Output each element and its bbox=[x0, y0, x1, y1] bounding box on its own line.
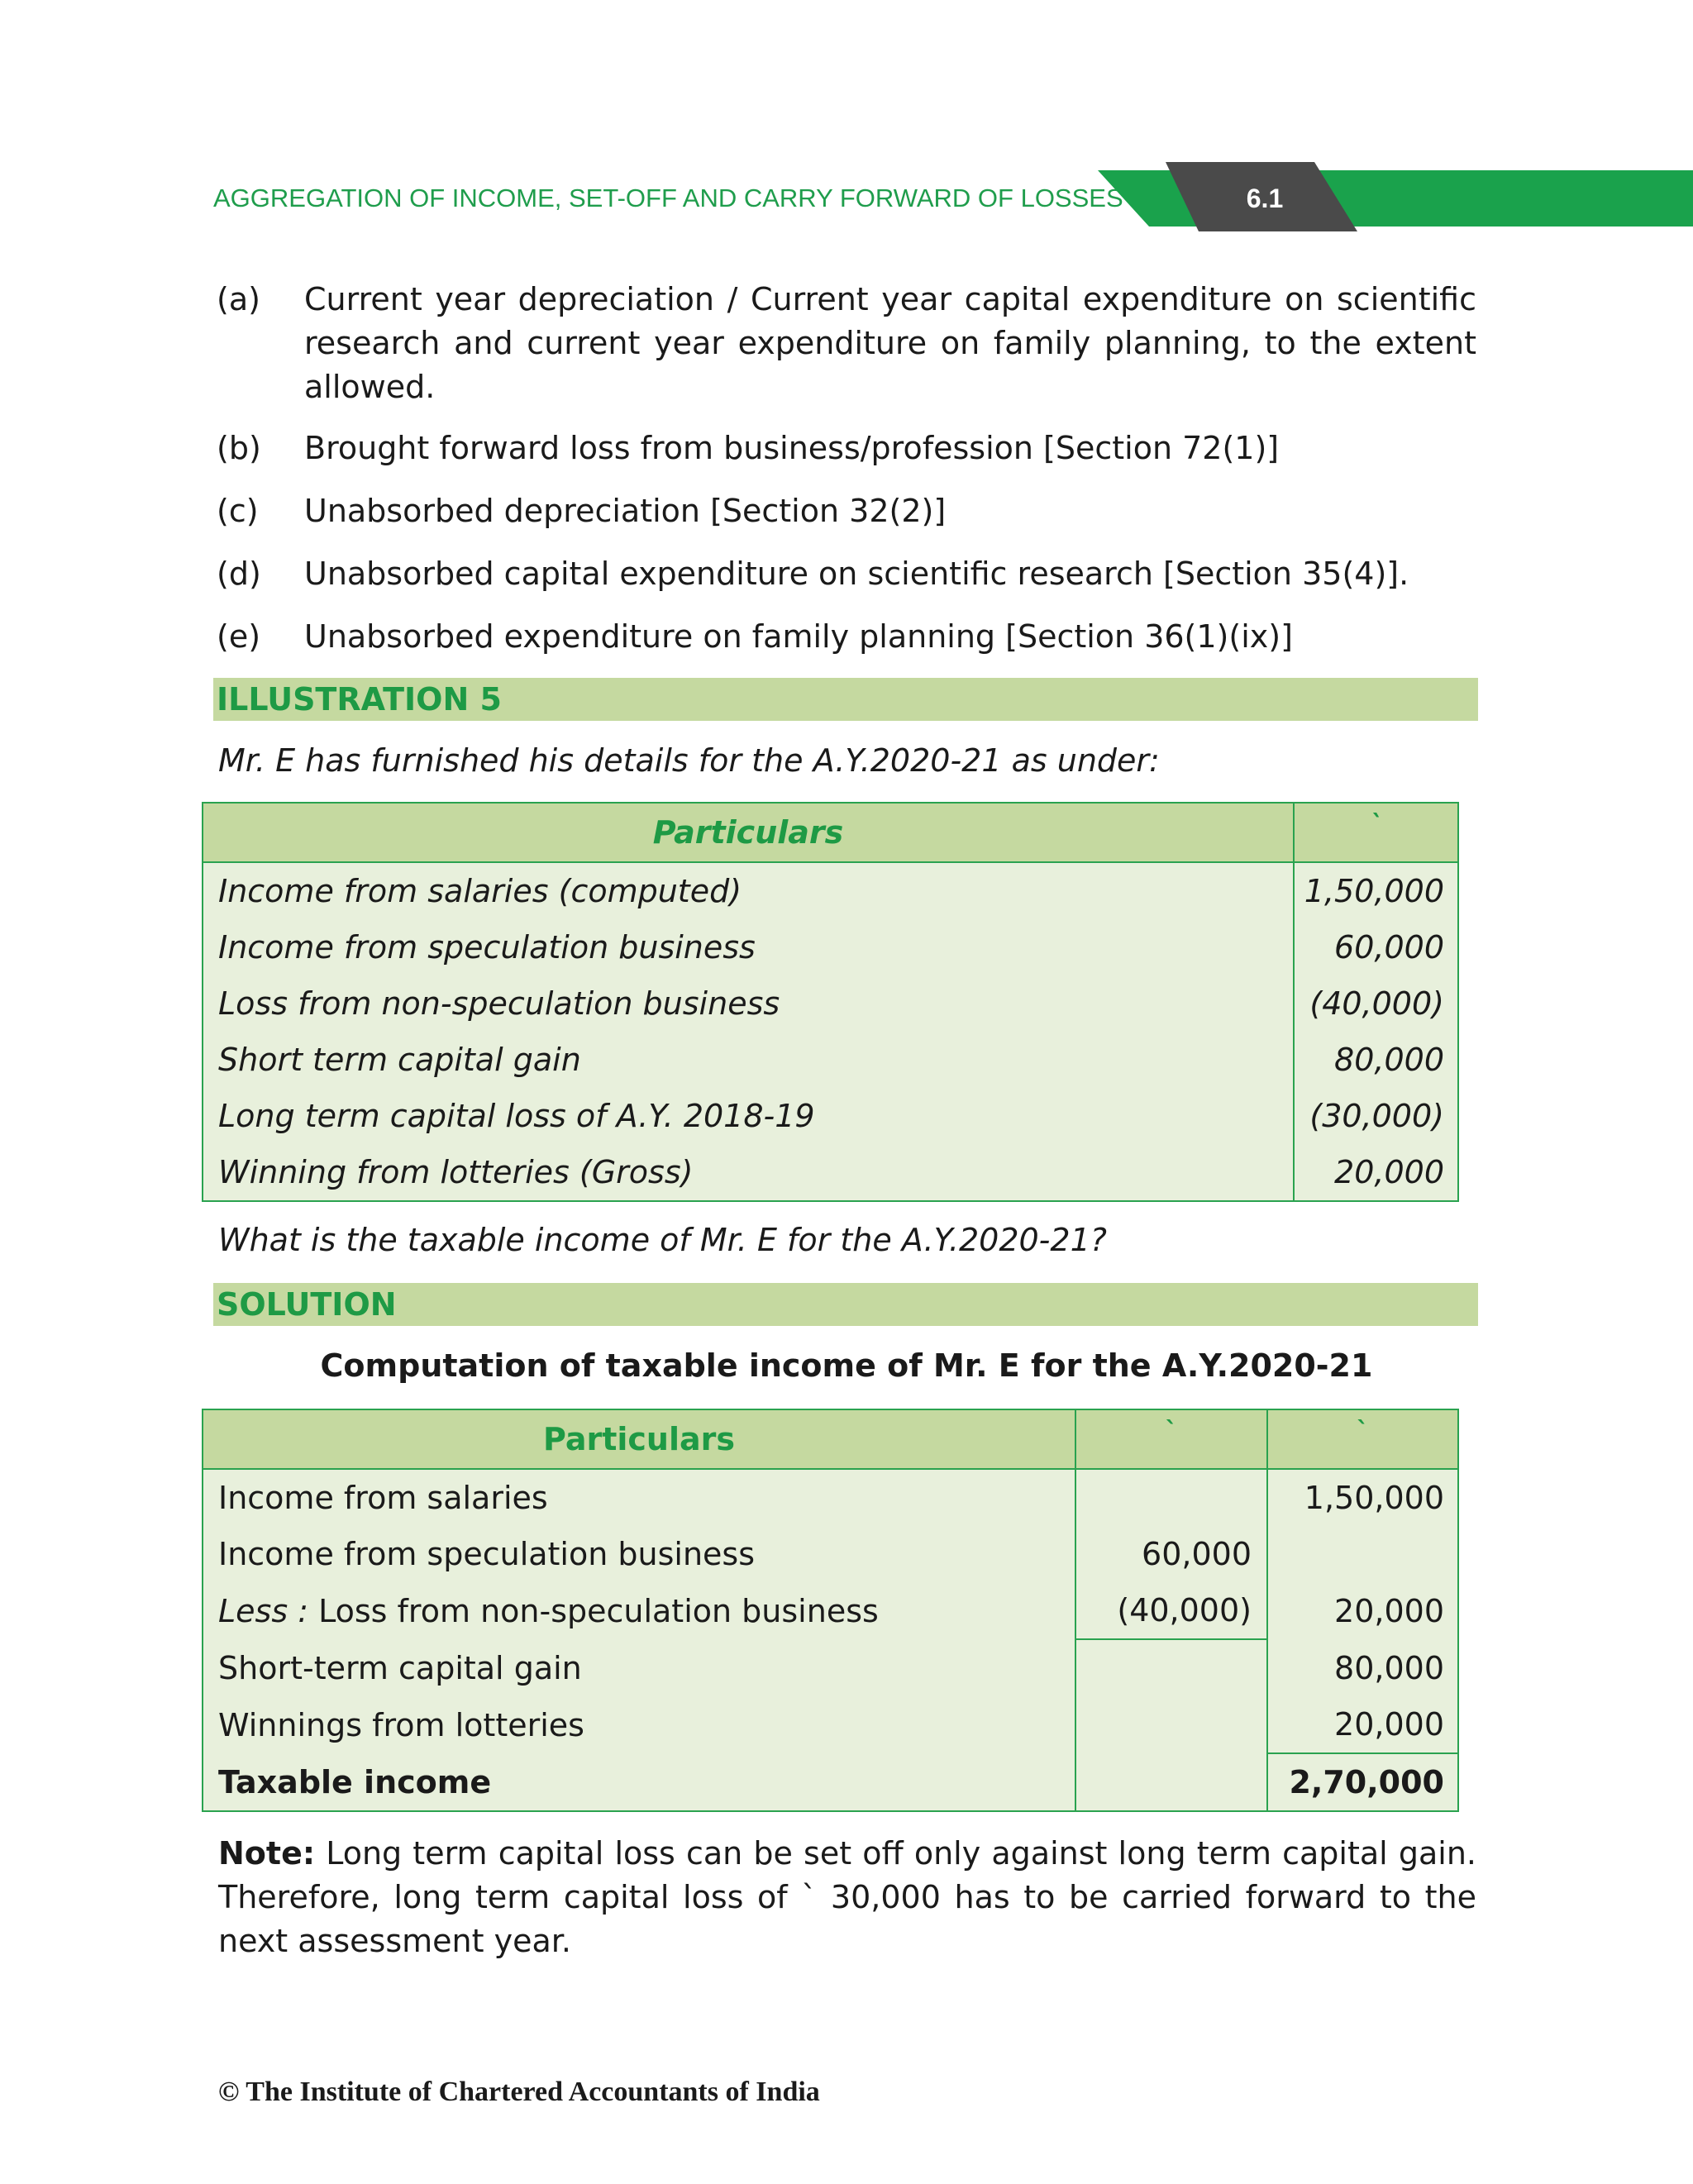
row-particulars: Loss from non-speculation business bbox=[203, 975, 1294, 1032]
less-prefix: Less : bbox=[218, 1592, 309, 1629]
row-particulars: Short-term capital gain bbox=[203, 1639, 1075, 1696]
row-particulars bbox=[203, 1582, 1075, 1639]
row-amount: 60,000 bbox=[1294, 919, 1458, 975]
table-row bbox=[203, 975, 1458, 1032]
list-item-label: (e) bbox=[217, 618, 261, 655]
row-amount-1 bbox=[1075, 1753, 1267, 1811]
illustration-heading: ILLUSTRATION 5 bbox=[217, 681, 502, 718]
row-amount: 1,50,000 bbox=[1294, 862, 1458, 919]
rupee-symbol: ` bbox=[1165, 1417, 1178, 1446]
row-amount: (30,000) bbox=[1294, 1088, 1458, 1144]
header-banner bbox=[1091, 162, 1693, 231]
table-row-total bbox=[203, 1753, 1458, 1811]
row-particulars: Taxable income bbox=[203, 1753, 1075, 1811]
row-amount-1: (40,000) bbox=[1075, 1582, 1267, 1639]
row-amount-1 bbox=[1075, 1639, 1267, 1696]
column-header-particulars: Particulars bbox=[203, 803, 1294, 862]
row-amount-1 bbox=[1075, 1469, 1267, 1526]
table-row bbox=[203, 1469, 1458, 1526]
row-amount-2: 2,70,000 bbox=[1267, 1753, 1458, 1811]
illustration-intro: Mr. E has furnished his details for the A.Y.2020-21 as under: bbox=[218, 742, 1160, 779]
solution-heading: SOLUTION bbox=[217, 1286, 397, 1323]
row-amount: 20,000 bbox=[1294, 1144, 1458, 1201]
illustration-heading-band bbox=[213, 678, 1478, 721]
row-particulars: Short term capital gain bbox=[203, 1032, 1294, 1088]
row-amount: (40,000) bbox=[1294, 975, 1458, 1032]
table-row bbox=[203, 1032, 1458, 1088]
table-row bbox=[203, 1144, 1458, 1201]
row-amount: 80,000 bbox=[1294, 1032, 1458, 1088]
rupee-symbol: ` bbox=[1370, 810, 1382, 839]
column-header-amount-2 bbox=[1267, 1409, 1458, 1469]
table-row bbox=[203, 1639, 1458, 1696]
illustration-question: What is the taxable income of Mr. E for the A.Y.2020-21? bbox=[218, 1222, 1107, 1258]
rupee-symbol: ` bbox=[1357, 1417, 1369, 1446]
row-amount-2 bbox=[1267, 1526, 1458, 1582]
list-item-label: (d) bbox=[217, 556, 261, 592]
column-header-amount bbox=[1294, 803, 1458, 862]
table-row bbox=[203, 1526, 1458, 1582]
solution-heading-band bbox=[213, 1283, 1478, 1326]
row-particulars: Winning from lotteries (Gross) bbox=[203, 1144, 1294, 1201]
row-particulars: Income from salaries bbox=[203, 1469, 1075, 1526]
row-amount-1 bbox=[1075, 1696, 1267, 1753]
solution-title: Computation of taxable income of Mr. E for the A.Y.2020-21 bbox=[320, 1347, 1373, 1384]
table-row bbox=[203, 1582, 1458, 1639]
page-number: 6.1 bbox=[1246, 184, 1284, 213]
row-amount-2: 20,000 bbox=[1267, 1696, 1458, 1753]
note-text: Long term capital loss can be set off only against long term capital gain. Therefore, long term capital loss of ` 30,000 has to be carried forward to the next assessment year. bbox=[218, 1835, 1476, 1959]
row-particulars: Income from speculation business bbox=[203, 919, 1294, 975]
column-header-amount-1 bbox=[1075, 1409, 1267, 1469]
column-header-particulars: Particulars bbox=[203, 1409, 1075, 1469]
illustration-table bbox=[202, 802, 1459, 1202]
table-row bbox=[203, 862, 1458, 919]
list-item-text: Unabsorbed capital expenditure on scientific research [Section 35(4)]. bbox=[304, 556, 1409, 592]
table-row bbox=[203, 919, 1458, 975]
list-item-label: (b) bbox=[217, 430, 261, 466]
row-amount-2: 80,000 bbox=[1267, 1639, 1458, 1696]
footer-copyright: © The Institute of Chartered Accountants of India bbox=[218, 2077, 820, 2107]
chapter-title: AGGREGATION OF INCOME, SET-OFF AND CARRY FORWARD OF LOSSES bbox=[213, 184, 1123, 212]
list-item-label: (a) bbox=[217, 281, 260, 317]
row-particulars: Income from salaries (computed) bbox=[203, 862, 1294, 919]
list-item-text: Brought forward loss from business/profession [Section 72(1)] bbox=[304, 430, 1280, 466]
row-particulars: Income from speculation business bbox=[203, 1526, 1075, 1582]
note-label: Note: bbox=[218, 1835, 316, 1872]
list-item-text: Unabsorbed expenditure on family planning [Section 36(1)(ix)] bbox=[304, 618, 1293, 655]
list-item-label: (c) bbox=[217, 493, 259, 529]
row-particulars: Winnings from lotteries bbox=[203, 1696, 1075, 1753]
row-amount-2: 20,000 bbox=[1267, 1582, 1458, 1639]
row-particulars-text: Loss from non-speculation business bbox=[318, 1592, 879, 1629]
list-item-text: Current year depreciation / Current year capital expenditure on scientific research and current year expenditure on family planning, to the extent allowed. bbox=[304, 281, 1476, 405]
solution-table bbox=[202, 1409, 1459, 1812]
table-row bbox=[203, 1696, 1458, 1753]
row-amount-1: 60,000 bbox=[1075, 1526, 1267, 1582]
table-row bbox=[203, 1088, 1458, 1144]
note-paragraph bbox=[218, 1832, 1476, 1963]
row-amount-2: 1,50,000 bbox=[1267, 1469, 1458, 1526]
row-particulars: Long term capital loss of A.Y. 2018-19 bbox=[203, 1088, 1294, 1144]
list-item-text: Unabsorbed depreciation [Section 32(2)] bbox=[304, 493, 947, 529]
